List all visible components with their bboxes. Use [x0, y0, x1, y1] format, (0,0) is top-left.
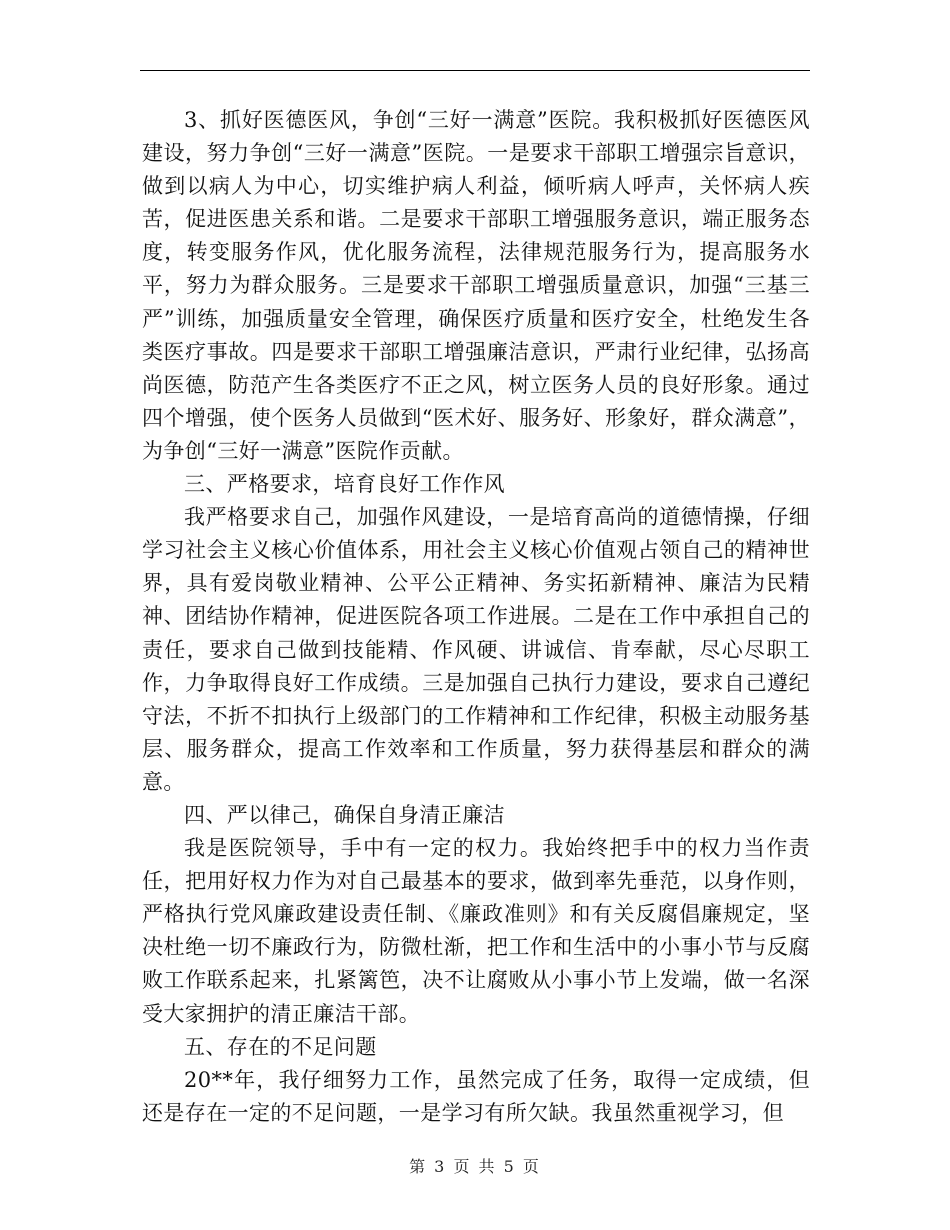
- section-heading-shortcomings: 五、存在的不足问题: [184, 1034, 377, 1059]
- paragraph-shortcomings: 20**年，我仔细努力工作，虽然完成了任务，取得一定成绩，但还是存在一定的不足问题，一是学习有所欠缺。我虽然重视学习，但: [142, 1067, 810, 1125]
- paragraph-work-style: 我严格要求自己，加强作风建设，一是培育高尚的道德情操，仔细学习社会主义核心价值体系，用社会主义核心价值观占领自己的精神世界，具有爱岗敬业精神、公平公正精神、务实拓新精神、廉洁为民精神、团结协作精神，促进医院各项工作进展。二是在工作中承担自己的责任，要求自己做到技能精、作风硬、讲诚信、肯奉献，尽心尽职工作，力争取得良好工作成绩。三是加强自己执行力建设，要求自己遵纪守法，不折不扣执行上级部门的工作精神和工作纪律，积极主动服务基层、服务群众，提高工作效率和工作质量，努力获得基层和群众的满意。: [142, 505, 810, 794]
- section-heading-integrity: 四、严以律己，确保自身清正廉洁: [184, 802, 505, 827]
- document-body: [142, 104, 810, 1130]
- paragraph-integrity: 我是医院领导，手中有一定的权力。我始终把手中的权力当作责任，把用好权力作为对自己最基本的要求，做到率先垂范，以身作则，严格执行党风廉政建设责任制、《廉政准则》和有关反腐倡廉规定，坚决杜绝一切不廉政行为，防微杜渐，把工作和生活中的小事小节与反腐败工作联系起来，扎紧篱笆，决不让腐败从小事小节上发端，做一名深受大家拥护的清正廉洁干部。: [142, 836, 810, 1026]
- section-heading-work-style: 三、严格要求，培育良好工作作风: [184, 472, 505, 497]
- paragraph-medical-ethics: 3、抓好医德医风，争创“三好一满意”医院。我积极抓好医德医风建设，努力争创“三好一满意”医院。一是要求干部职工增强宗旨意识，做到以病人为中心，切实维护病人利益，倾听病人呼声，关怀病人疾苦，促进医患关系和谐。二是要求干部职工增强服务意识，端正服务态度，转变服务作风，优化服务流程，法律规范服务行为，提高服务水平，努力为群众服务。三是要求干部职工增强质量意识，加强“三基三严”训练，加强质量安全管理，确保医疗质量和医疗安全，杜绝发生各类医疗事故。四是要求干部职工增强廉洁意识，严肃行业纪律，弘扬高尚医德，防范产生各类医疗不正之风，树立医务人员的良好形象。通过四个增强，使个医务人员做到“医术好、服务好、形象好，群众满意”，为争创“三好一满意”医院作贡献。: [142, 108, 810, 463]
- header-rule: [140, 70, 810, 71]
- page-number-footer: 第 3 页 共 5 页: [409, 1157, 541, 1176]
